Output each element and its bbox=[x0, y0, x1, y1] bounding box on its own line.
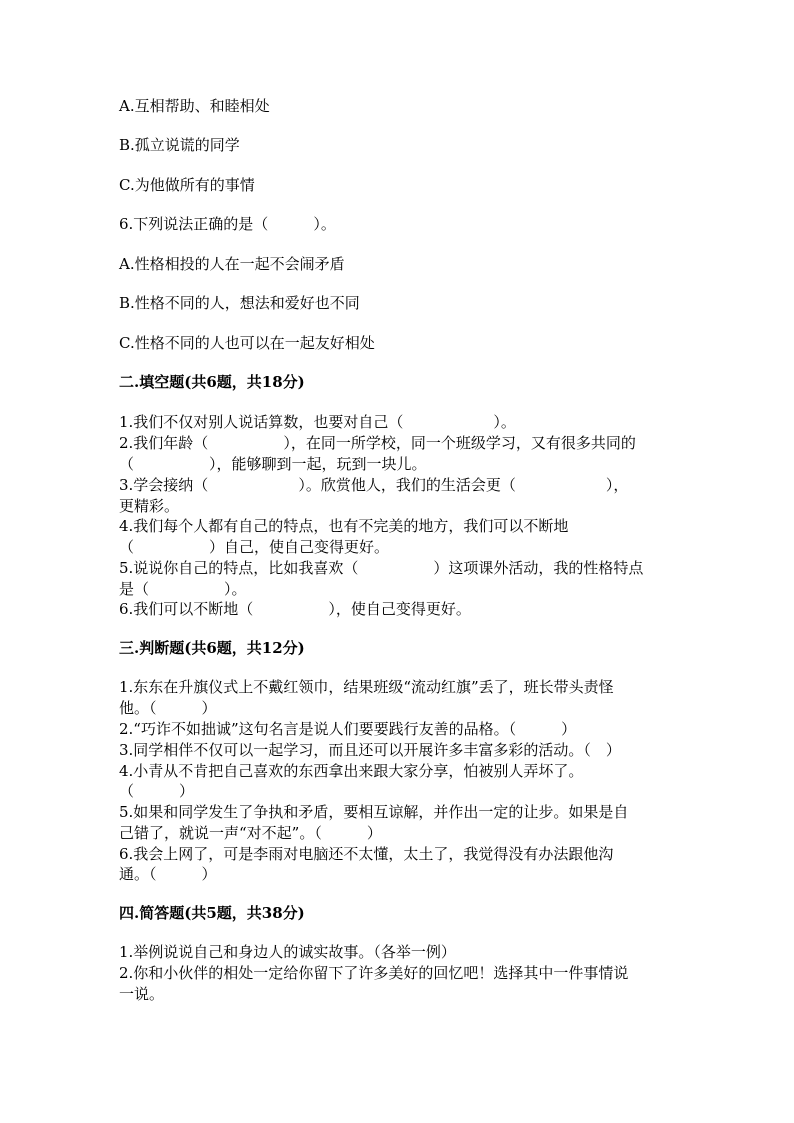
short-answer-line: 2.你和小伙伴的相处一定给你留下了许多美好的回忆吧！选择其中一件事情说 bbox=[119, 964, 629, 982]
fill-blank-line: 6.我们可以不断地（ ），使自己变得更好。 bbox=[119, 600, 471, 618]
fill-blank-heading: 二.填空题(共6题，共18分) bbox=[119, 373, 305, 391]
judge-line: 通。（ ） bbox=[119, 865, 217, 883]
q6-option-b: B.性格不同的人，想法和爱好也不同 bbox=[119, 294, 360, 312]
judge-line: 6.我会上网了，可是李雨对电脑还不太懂，太土了，我觉得没有办法跟他沟 bbox=[119, 845, 614, 863]
fill-blank-line: 1.我们不仅对别人说话算数，也要对自己（ ）。 bbox=[119, 413, 516, 431]
short-answer-line: 一说。 bbox=[119, 985, 165, 1003]
q6-stem: 6.下列说法正确的是（ ）。 bbox=[119, 215, 336, 233]
judge-line: 他。（ ） bbox=[119, 699, 217, 717]
judge-line: 2.“巧诈不如拙诚”这句名言是说人们要要践行友善的品格。（ ） bbox=[119, 720, 577, 738]
fill-blank-line: （ ）自己，使自己变得更好。 bbox=[119, 538, 390, 556]
judge-line: 己错了，就说一声“对不起”。（ ） bbox=[119, 824, 382, 842]
fill-blank-line: 3.学会接纳（ ）。欣赏他人，我们的生活会更（ ）， bbox=[119, 476, 629, 494]
fill-blank-line: （ ），能够聊到一起，玩到一块儿。 bbox=[119, 455, 427, 473]
fill-blank-line: 5.说说你自己的特点，比如我喜欢（ ）这项课外活动，我的性格特点 bbox=[119, 559, 644, 577]
q6-option-c: C.性格不同的人也可以在一起友好相处 bbox=[119, 334, 375, 352]
judge-line: 5.如果和同学发生了争执和矛盾，要相互谅解，并作出一定的让步。如果是自 bbox=[119, 803, 629, 821]
q5-option-b: B.孤立说谎的同学 bbox=[119, 136, 240, 154]
q5-option-c: C.为他做所有的事情 bbox=[119, 176, 255, 194]
q5-option-a: A.互相帮助、和睦相处 bbox=[119, 97, 270, 115]
fill-blank-line: 更精彩。 bbox=[119, 497, 180, 515]
judge-line: 4.小青从不肯把自己喜欢的东西拿出来跟大家分享，怕被别人弄坏了。 bbox=[119, 762, 584, 780]
judge-line: （ ） bbox=[119, 782, 195, 800]
fill-blank-line: 2.我们年龄（ ），在同一所学校，同一个班级学习，又有很多共同的 bbox=[119, 434, 636, 452]
fill-blank-line: 4.我们每个人都有自己的特点，也有不完美的地方，我们可以不断地 bbox=[119, 517, 569, 535]
short-answer-line: 1.举例说说自己和身边人的诚实故事。（各举一例） bbox=[119, 943, 456, 961]
short-answer-heading: 四.简答题(共5题，共38分) bbox=[119, 904, 305, 922]
q6-option-a: A.性格相投的人在一起不会闹矛盾 bbox=[119, 255, 345, 273]
judge-line: 1.东东在升旗仪式上不戴红领巾，结果班级“流动红旗”丢了，班长带头责怪 bbox=[119, 678, 614, 696]
judge-line: 3.同学相伴不仅可以一起学习，而且还可以开展许多丰富多彩的活动。（ ） bbox=[119, 741, 621, 759]
judge-heading: 三.判断题(共6题，共12分) bbox=[119, 639, 305, 657]
fill-blank-line: 是（ ）。 bbox=[119, 580, 247, 598]
